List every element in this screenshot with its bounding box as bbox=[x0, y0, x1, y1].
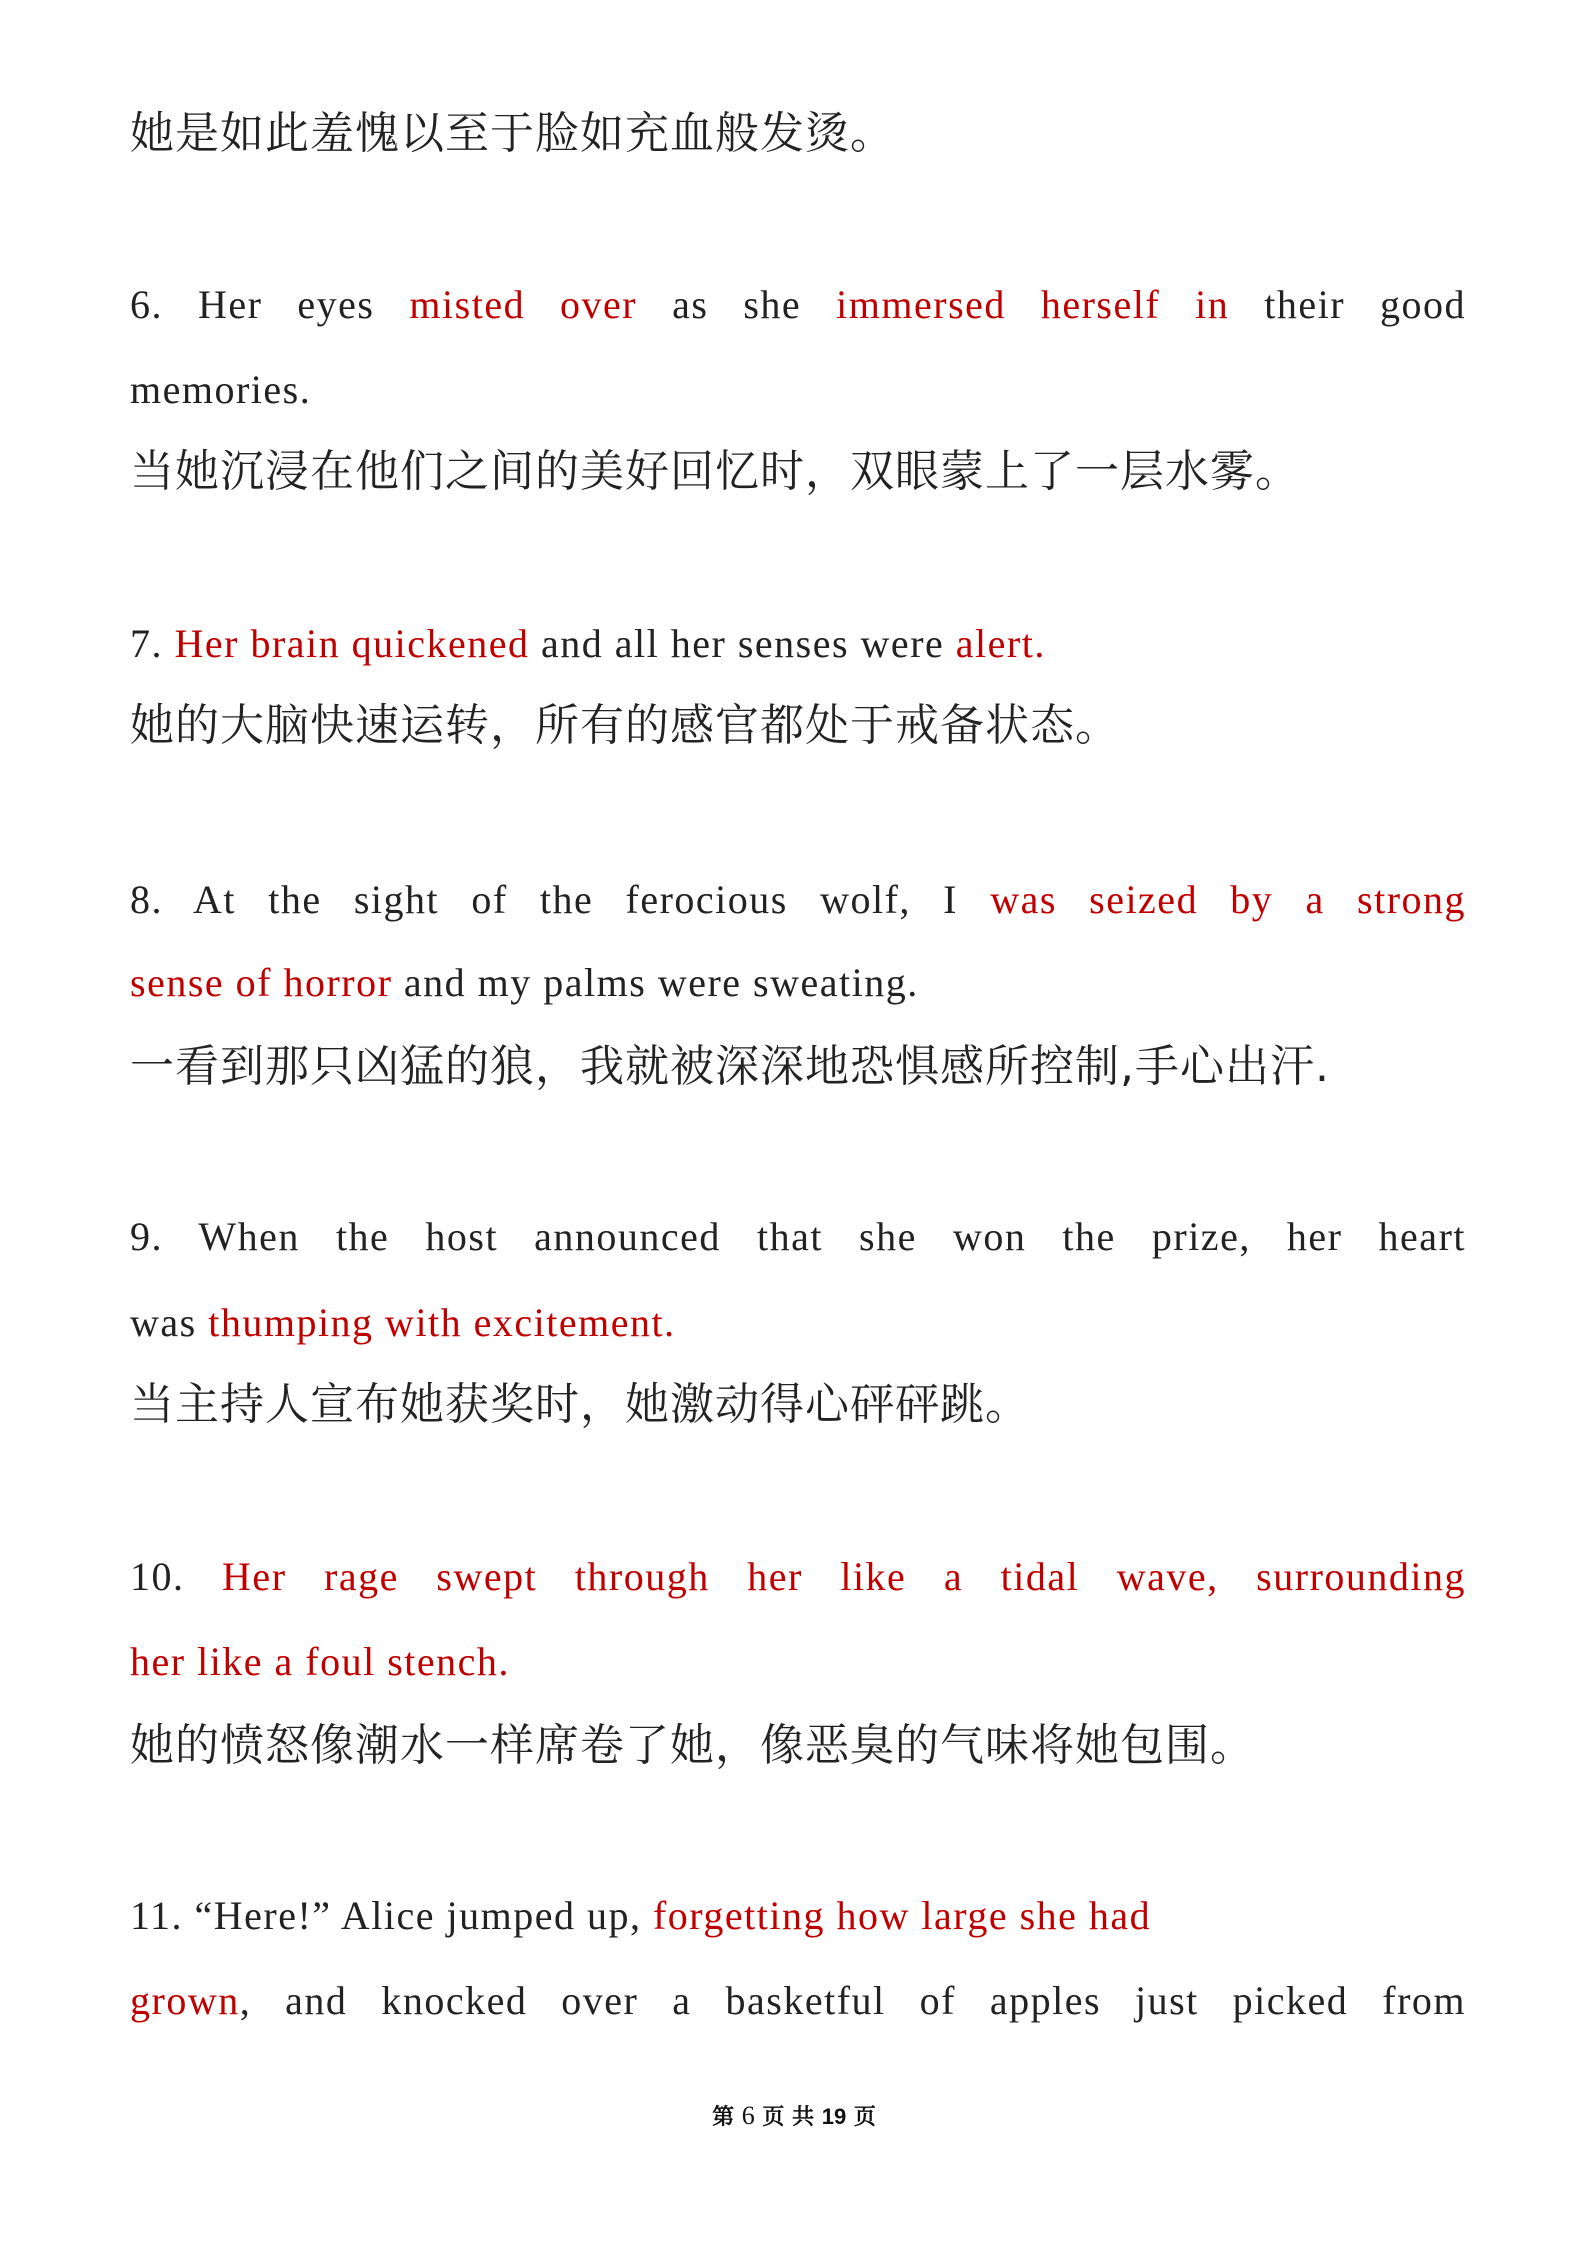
chinese-translation-line bbox=[130, 698, 1466, 754]
chinese-translation-line bbox=[130, 1039, 1466, 1095]
english-sentence-line bbox=[130, 279, 1466, 331]
footer-total-pages: 19 bbox=[821, 2104, 847, 2129]
english-sentence-line bbox=[130, 618, 1466, 670]
highlighted-phrase: Her rage swept through her like a tidal wave, surrounding bbox=[222, 1554, 1467, 1599]
text-segment: , and knocked over a basketful of apples just picked from bbox=[239, 1978, 1466, 2023]
highlighted-phrase: Her brain quickened bbox=[174, 621, 530, 666]
text-segment: 7. bbox=[130, 621, 175, 666]
text-segment: 9. When the host announced that she won the prize, her heart bbox=[130, 1214, 1466, 1259]
highlighted-phrase: immersed herself in bbox=[836, 282, 1230, 327]
text-segment: 她的大脑快速运转，所有的感官都处于戒备状态。 bbox=[130, 700, 1120, 751]
text-segment: and all her senses were bbox=[529, 621, 956, 666]
english-sentence-line bbox=[130, 1297, 1466, 1349]
text-segment: as she bbox=[637, 282, 837, 327]
english-sentence-line bbox=[130, 1551, 1466, 1603]
highlighted-phrase: forgetting how large she had bbox=[652, 1893, 1152, 1938]
text-segment: and my palms were sweating. bbox=[392, 960, 919, 1005]
highlighted-phrase: sense of horror bbox=[130, 960, 393, 1005]
text-segment: 一看到那只凶猛的狼，我就被深深地恐惧感所控制,手心出汗. bbox=[130, 1041, 1330, 1092]
page-footer bbox=[0, 2100, 1588, 2131]
highlighted-phrase: misted over bbox=[409, 282, 638, 327]
english-sentence-line bbox=[130, 874, 1466, 926]
text-segment: 当她沉浸在他们之间的美好回忆时，双眼蒙上了一层水雾。 bbox=[130, 446, 1300, 497]
text-segment: their good bbox=[1229, 282, 1466, 327]
text-segment: 她是如此羞愧以至于脸如充血般发烫。 bbox=[130, 108, 895, 159]
footer-page-number: 6 bbox=[741, 2101, 755, 2130]
english-sentence-line bbox=[130, 1211, 1466, 1263]
chinese-translation-line bbox=[130, 444, 1466, 500]
english-sentence-line bbox=[130, 1636, 1466, 1688]
english-sentence-line bbox=[130, 364, 1466, 416]
footer-mid: 页 共 bbox=[762, 2105, 815, 2130]
footer-prefix: 第 bbox=[712, 2105, 735, 2130]
text-segment: memories. bbox=[130, 367, 312, 412]
english-sentence-line bbox=[130, 957, 1466, 1009]
chinese-translation-line bbox=[130, 106, 1466, 162]
text-segment: 8. At the sight of the ferocious wolf, I bbox=[130, 877, 991, 922]
text-segment: was bbox=[130, 1300, 209, 1345]
english-sentence-line bbox=[130, 1975, 1466, 2027]
highlighted-phrase: her like a foul stench. bbox=[130, 1639, 510, 1684]
footer-suffix: 页 bbox=[853, 2105, 876, 2130]
text-segment: 10. bbox=[130, 1554, 223, 1599]
highlighted-phrase: grown bbox=[130, 1978, 240, 2023]
text-segment: 她的愤怒像潮水一样席卷了她，像恶臭的气味将她包围。 bbox=[130, 1720, 1255, 1771]
chinese-translation-line bbox=[130, 1377, 1466, 1433]
highlighted-phrase: alert. bbox=[955, 621, 1046, 666]
english-sentence-line bbox=[130, 1890, 1466, 1942]
text-segment: 11. “Here!” Alice jumped up, bbox=[130, 1893, 653, 1938]
chinese-translation-line bbox=[130, 1718, 1466, 1774]
highlighted-phrase: thumping with excitement. bbox=[208, 1300, 676, 1345]
highlighted-phrase: was seized by a strong bbox=[990, 877, 1467, 922]
text-segment: 6. Her eyes bbox=[130, 282, 410, 327]
text-segment: 当主持人宣布她获奖时，她激动得心砰砰跳。 bbox=[130, 1379, 1030, 1430]
